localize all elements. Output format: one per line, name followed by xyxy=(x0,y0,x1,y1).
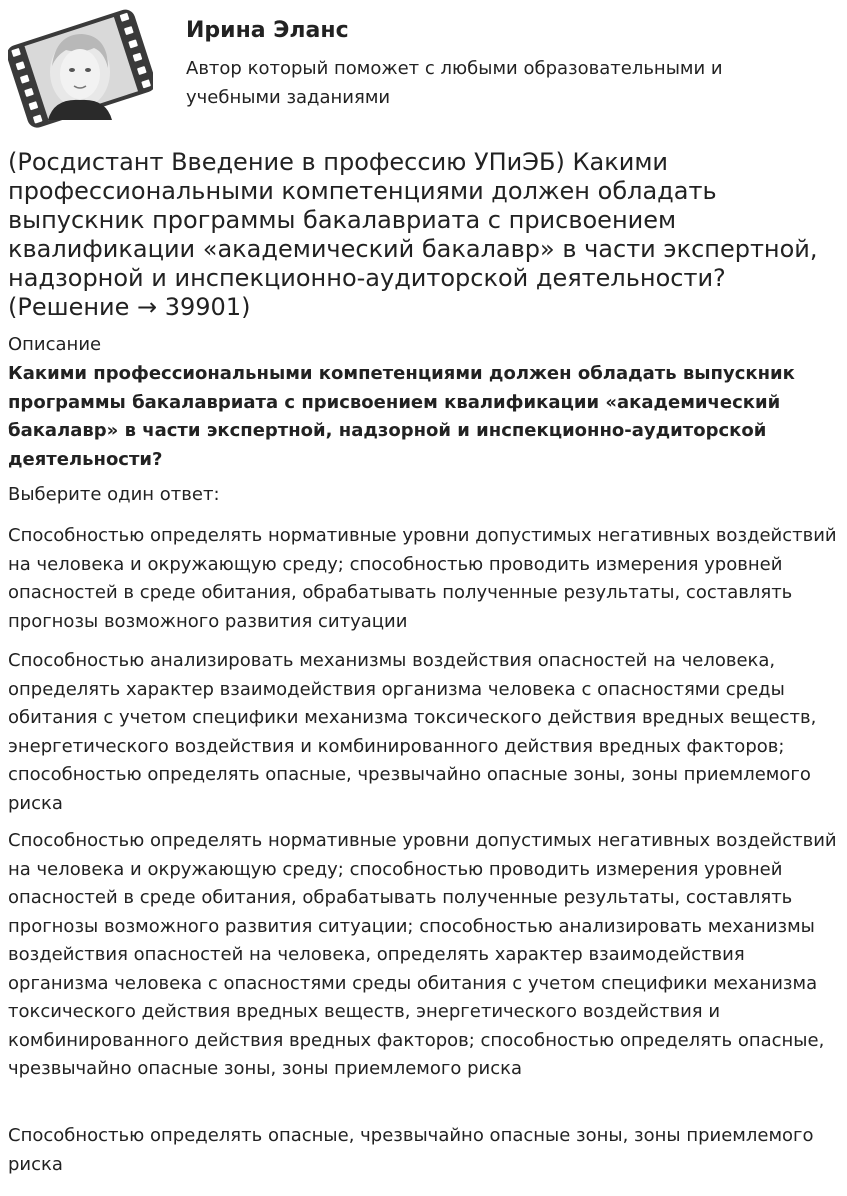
answer-option-1[interactable]: Способностью определять нормативные уровни допустимых негативных воздействий на человека и окружающую среду; способностью проводить измерения уровней опасностей в среде обитания, обрабатывать полученные результаты, составлять прогнозы возможного развития ситуации xyxy=(8,525,837,632)
author-name: Ирина Эланс xyxy=(186,18,349,43)
answer-option-2[interactable]: Способностью анализировать механизмы воздействия опасностей на человека, определять характер взаимодействия организма человека с опасностями среды обитания с учетом специфики механизма токсического действия вредных веществ, энергетического воздействия и комбинированного действия вредных факторов; способностью определять опасные, чрезвычайно опасные зоны, зоны приемлемого риска xyxy=(8,650,817,814)
avatar xyxy=(8,8,153,128)
page-title: (Росдистант Введение в профессию УПиЭБ) Какими профессиональными компетенциями должен обладать выпускник программы бакалавриата с присвоением квалификации «академический бакалавр» в части экспертной, надзорной и инспекционно-аудиторской деятельности? (Решение → 39901) xyxy=(8,148,818,321)
answer-option-3[interactable]: Способностью определять нормативные уровни допустимых негативных воздействий на человека и окружающую среду; способностью проводить измерения уровней опасностей в среде обитания, обрабатывать полученные результаты, составлять прогнозы возможного развития ситуации; способностью анализировать механизмы воздействия опасностей на человека, определять характер взаимодействия организма человека с опасностями среды обитания с учетом специфики механизма токсического действия вредных веществ, энергетического воздействия и комбинированного действия вредных факторов; способностью определять опасные, чрезвычайно опасные зоны, зоны приемлемого риска xyxy=(8,830,837,1079)
answer-option-4[interactable]: Способностью определять опасные, чрезвычайно опасные зоны, зоны приемлемого риска xyxy=(8,1125,814,1175)
author-card xyxy=(8,8,838,128)
avatar-photo-icon xyxy=(8,8,153,128)
answer-prompt: Выберите один ответ: xyxy=(8,484,220,505)
description-label: Описание xyxy=(8,334,102,355)
author-description: Автор который поможет с любыми образовательными и учебными заданиями xyxy=(186,58,723,108)
question-text: Какими профессиональными компетенциями должен обладать выпускник программы бакалавриата с присвоением квалификации «академический бакалавр» в части экспертной, надзорной и инспекционно-аудиторской деятельности? xyxy=(8,363,795,470)
